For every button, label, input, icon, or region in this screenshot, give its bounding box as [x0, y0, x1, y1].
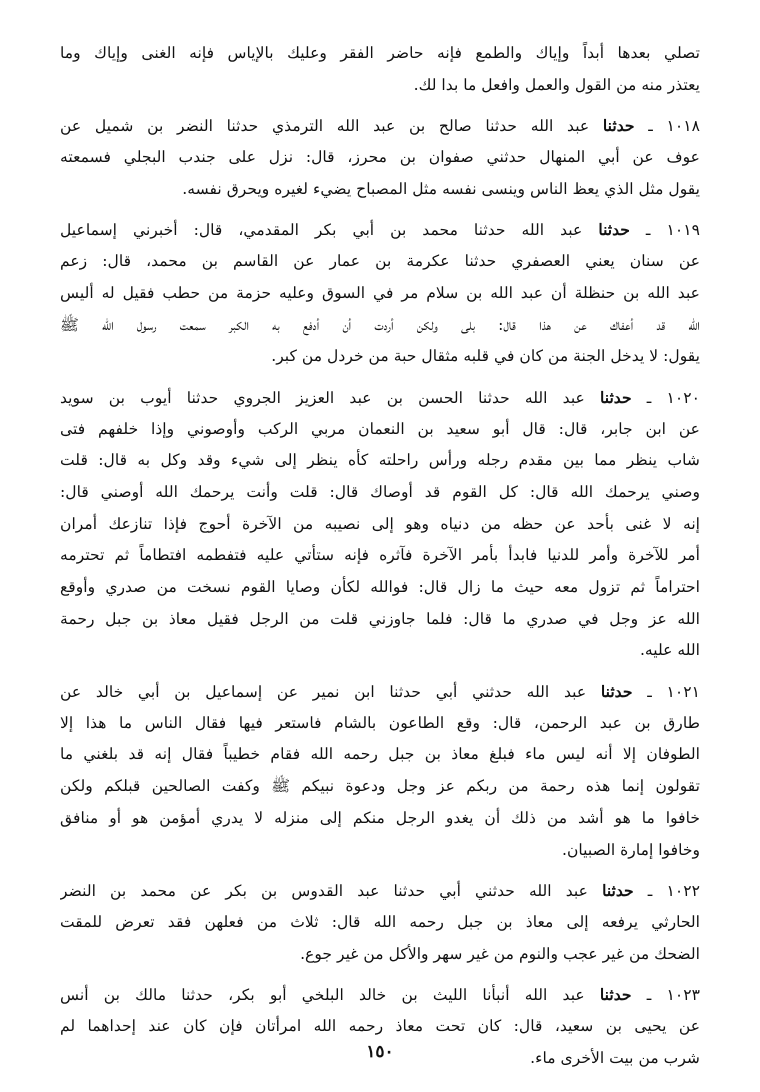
line-text: شرب من بيت الأخرى ماء.: [530, 1048, 700, 1067]
paragraph-1019: [60, 214, 700, 372]
text-line: [60, 604, 700, 636]
line-text: عبد الله حدثنا الحسن بن عبد العزيز الجروي حدثنا أيوب بن سويد: [60, 388, 600, 407]
text-line: [60, 445, 700, 477]
line-text: عبد الله أنبأنا الليث بن خالد البلخي أبو بكر، حدثنا مالك بن أنس: [60, 986, 600, 1005]
line-text: الحارثي يرفعه إلى معاذ بن جبل رحمه الله قال: ثلاث من فعلهن فقد تعرض للمقت: [60, 912, 700, 931]
line-text: عوف عن أبي المنهال حدثني صفوان بن محرز، قال: نزل على جندب البجلي فسمعته: [60, 148, 700, 167]
text-line: [60, 708, 700, 740]
hadith-heading: حدثنا: [599, 985, 632, 1005]
text-line: [60, 414, 700, 446]
hadith-number: ١٠١٨ ـ: [634, 117, 700, 136]
line-text: تقولون إنما هذه رحمة من ربكم عز وجل ودعوة نبيكم ﷺ وكفت الصالحين قبلكم ولكن: [60, 777, 700, 796]
line-text: خافوا ما هو أشد من ذلك أن يغدو الرجل منكم إلى منزله لا يدري أمؤمن هو أو منافق: [60, 808, 700, 827]
text-line: [60, 1011, 700, 1043]
text-line: [60, 382, 700, 414]
text-line: [60, 477, 700, 509]
text-line: [60, 979, 700, 1011]
line-text: وصني يرحمك الله قال: كل القوم قد أوصاك قال: قلت وأنت يرحمك الله أوصني قال:: [60, 482, 700, 501]
text-line: [60, 572, 700, 604]
text-line: [60, 278, 700, 310]
line-text: عبد الله حدثني أبي حدثنا ابن نمير عن إسماعيل بن أبي خالد عن: [60, 683, 601, 702]
hadith-number: ١٠٢٠ ـ: [631, 388, 700, 407]
text-line: [60, 246, 700, 278]
line-text: وخافوا إمارة الصبيان.: [562, 840, 700, 859]
line-text: عن يحيى بن سعيد، قال: كان تحت معاذ رحمه الله امرأتان فإن كان عند إحداهما لم: [60, 1016, 700, 1035]
text-line: [60, 771, 700, 803]
text-line: [60, 939, 700, 971]
text-line: [60, 540, 700, 572]
hadith-number: ١٠١٩ ـ: [629, 221, 700, 240]
hadith-number: ١٠٢١ ـ: [632, 683, 700, 702]
text-line: [60, 38, 700, 70]
hadith-number: ١٠٢٢ ـ: [633, 882, 700, 901]
hadith-heading: حدثنا: [600, 682, 633, 702]
paragraph-1020: [60, 382, 700, 667]
paragraph-1021: [60, 676, 700, 866]
text-line: [60, 142, 700, 174]
line-text: يقول: لا يدخل الجنة من كان في قلبه مثقال حبة من خردل من كبر.: [271, 347, 700, 366]
hadith-heading: حدثنا: [602, 881, 634, 901]
line-text: عن سنان يعني العصفري حدثنا عكرمة بن عمار عن القاسم بن محمد، قال: زعم: [60, 252, 700, 271]
line-text: عبد الله حدثني أبي حدثنا عبد القدوس بن بكر عن محمد بن النضر: [60, 882, 603, 901]
line-text: الطوفان إلا أنه ليس ماء فبلغ معاذ بن جبل رحمه الله فقام خطيباً فقال إنه قد بلغني ما: [60, 745, 700, 764]
text-line: [60, 875, 700, 907]
text-line: [60, 803, 700, 835]
line-text: عبد الله حدثنا محمد بن أبي بكر المقدمي، قال: أخبرني إسماعيل: [60, 221, 599, 240]
hadith-heading: حدثنا: [598, 220, 630, 240]
line-text: عن ابن جابر، قال: قال أبو سعيد بن النعمان مربي الركب وأوصوني وإذا خلفهم فتى: [60, 419, 700, 438]
line-text: الله قد أعفاك عن هذا قال: بلى ولكن أردت أن أدفع به الكبر سمعت رسول الله ﷺ: [60, 315, 700, 334]
hadith-number: ١٠٢٣ ـ: [631, 986, 700, 1005]
page-number: ١٥٠: [366, 1042, 394, 1062]
line-text: الله عليه.: [639, 641, 700, 660]
text-line: [60, 907, 700, 939]
line-text: طارق بن عبد الرحمن، قال: وقع الطاعون بالشام فاستعر فيها فقال الناس ما هذا إلا: [60, 713, 700, 732]
text-line: [60, 509, 700, 541]
line-text: شاب ينظر مما بين مقدم رجله ورأس راحلته كأه ينظر إلى شيء وقد وكل به قال: قلت: [60, 451, 700, 470]
line-text: عبد الله حدثنا صالح بن عبد الله الترمذي حدثنا النضر بن شميل عن: [60, 117, 603, 136]
text-line: [60, 635, 700, 667]
line-text: يعتذر منه من القول والعمل وافعل ما بدا لك.: [413, 75, 700, 94]
line-text: احتراماً ثم تزول معه حيث ما زال قال: فوالله لكأن وصايا القوم نسخت من صدري وأوقع: [60, 578, 700, 596]
text-line: [60, 110, 700, 142]
page-text: [60, 38, 700, 1074]
hadith-heading: حدثنا: [602, 116, 635, 136]
paragraph-1018: [60, 110, 700, 205]
text-line: [60, 70, 700, 102]
line-text: يقول مثل الذي يعظ الناس وينسى نفسه مثل المصباح يضيء لغيره ويحرق نفسه.: [182, 179, 700, 198]
line-text: إنه لا غنى بأحد عن حظه من دنياه وهو إلى نصيبه من الآخرة أحوج فإذا تنازعك أمران: [60, 514, 700, 533]
text-line: [60, 214, 700, 246]
line-text: تصلي بعدها أبداً وإياك والطمع فإنه حاضر الفقر وعليك بالإياس فإنه الغنى وإياك وما: [60, 44, 700, 62]
line-text: أمر للآخرة وأمر للدنيا فابدأ بأمر الآخرة فآثره فإنه ستأتي عليه فتفطمه افتطاماً ثم تحترمه: [60, 546, 700, 565]
line-text: الله عز وجل في صدري ما قال: فلما جاوزني قلت من الرجل فقيل معاذ بن جبل رحمة: [60, 609, 700, 628]
text-line: [60, 310, 700, 342]
line-text: الضحك من غير عجب والنوم من غير سهر والأكل من غير جوع.: [300, 944, 700, 963]
paragraph-p0: [60, 38, 700, 101]
text-line: [60, 676, 700, 708]
paragraph-1022: [60, 875, 700, 970]
text-line: [60, 835, 700, 867]
hadith-heading: حدثنا: [600, 387, 632, 407]
line-text: عبد الله بن حنظلة أن عبد الله بن سلام مر في السوق وعليه حزمة من حطب فقيل له أليس: [60, 283, 700, 302]
text-line: [60, 174, 700, 206]
text-line: [60, 341, 700, 373]
text-line: [60, 739, 700, 771]
